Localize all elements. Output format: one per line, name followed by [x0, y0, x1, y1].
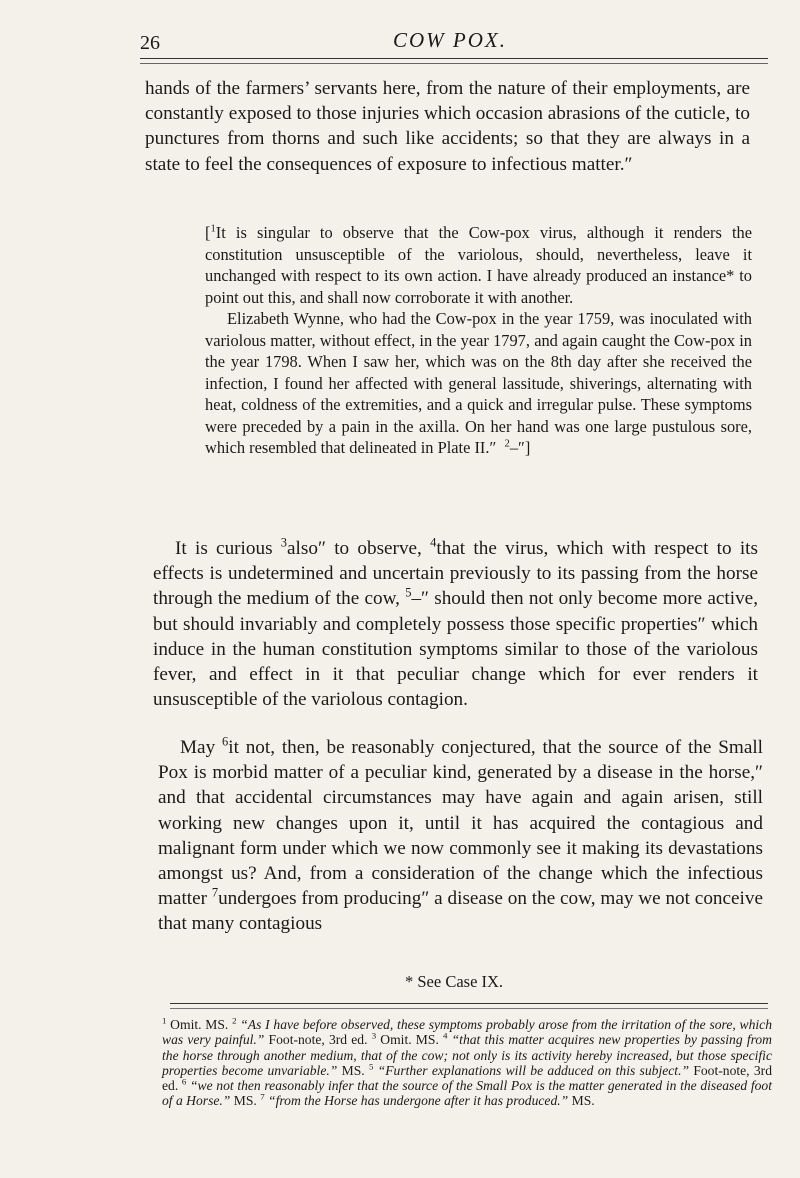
note-4-quote: “that this matter acquires new properties by passing from the horse through another medium, that of the cow; not only is its activity hereby increased, but those specific properties become unvariable.”: [162, 1032, 772, 1078]
note-5-tail: Foot-note, 3rd ed.: [162, 1062, 772, 1094]
note-6-quote: “we not then reasonably infer that the source of the Small Pox is the matter generated in the diseased foot of a Horse.”: [162, 1078, 772, 1109]
note-mark-4: 4: [430, 535, 437, 550]
note-7-mark: 7: [260, 1091, 265, 1102]
para2-text-d: –″ should then not only become more active, but should invariably and completely possess those specific properties″ which induce in the human constitution symptoms similar to those of the variolous fever, and effect in it that peculiar change which for ever renders it unsusceptible of the variolous contagion.: [153, 588, 758, 711]
notes-rule-thin: [170, 1008, 768, 1009]
note-4-tail: MS.: [337, 1062, 369, 1078]
note-1-mark: 1: [162, 1015, 167, 1026]
note-mark-5: 5: [405, 586, 412, 601]
para3-text-a: May: [180, 737, 222, 758]
paragraph-3: [158, 735, 763, 937]
note-mark-3: 3: [280, 535, 288, 550]
para3-text-c: undergoes from producing″ a disease on the cow, may we not conceive that many contagious: [158, 888, 763, 935]
note-5-quote: “Further explanations will be adduced on this subject.”: [373, 1062, 690, 1078]
bracketed-quotation: [205, 222, 752, 459]
note-mark-6: 6: [222, 734, 229, 749]
quote-close: –″]: [509, 438, 531, 457]
note-3: Omit. MS.: [376, 1032, 444, 1048]
quote-text-2: Elizabeth Wynne, who had the Cow-pox in the year 1759, was inoculated with variolous matter, without effect, in the year 1797, and again caught the Cow-pox in the year 1798. When I saw her, which was on the 8th day after she received the infection, I found her affected with general lassitude, shiverings, alternating with heat, coldness of the extremities, and a quick and irregular pulse. These symptoms were preceded by a pain in the axilla. On her hand was one large pustulous sore, which resembled that delineated in Plate II.″: [205, 309, 752, 457]
editorial-notes: [162, 1017, 772, 1109]
bracket-open: [: [205, 223, 211, 242]
note-6-mark: 6: [181, 1076, 187, 1087]
note-mark-7: 7: [211, 885, 219, 900]
note-7-tail: MS.: [568, 1093, 595, 1109]
paragraph-1: hands of the farmers’ servants here, from the nature of their employments, are constantly exposed to those injuries which occasion abrasions of the cuticle, to punctures from thorns and such like accidents; so that they are always in a state to feel the consequences of exposure to infectious matter.″: [145, 78, 750, 175]
note-5-mark: 5: [368, 1061, 374, 1072]
para3-text-b: it not, then, be reasonably conjectured, that the source of the Small Pox is morbid matter of a peculiar kind, generated by a disease in the horse,″ and that accidental circumstances may have again and again arisen, still working new changes upon it, until it has acquired the contagious and malignant form under which we now commonly see it making its devastations amongst us? And, from a consideration of the change which the infectious matter: [158, 737, 764, 910]
note-6-tail: MS.: [230, 1093, 261, 1109]
note-2-mark: 2: [232, 1015, 237, 1026]
notes-rule: [170, 1003, 768, 1004]
note-2-quote: “As I have before observed, these symptoms probably arose from the irritation of the sore, which was very painful.”: [162, 1017, 772, 1048]
para2-text-b: also″ to observe,: [287, 538, 431, 559]
page-header: [140, 28, 760, 58]
note-3-mark: 3: [371, 1030, 377, 1041]
header-rule: [140, 58, 768, 59]
note-mark-1: 1: [210, 223, 216, 235]
footnote-reference: * See Case IX.: [405, 972, 504, 991]
note-mark-2: 2: [504, 438, 510, 450]
note-4-mark: 4: [443, 1030, 448, 1041]
para2-text-a: It is curious: [175, 538, 281, 559]
note-1: Omit. MS.: [166, 1017, 233, 1032]
note-2-tail: Foot-note, 3rd ed.: [264, 1032, 372, 1048]
running-title: COW POX.: [393, 28, 507, 52]
paragraph-2: [153, 536, 758, 712]
quote-text-1: It is singular to observe that the Cow-pox virus, although it renders the constitution unsusceptible of the variolous, should, nevertheless, leave it unchanged with respect to its own action. I have already produced an instance* to point out this, and shall now corroborate it with another.: [205, 223, 752, 307]
para2-text-c: that the virus, which with respect to its effects is undetermined and uncertain previously to its passing from the horse through the medium of the cow,: [153, 538, 758, 610]
note-7-quote: “from the Horse has undergone after it has produced.”: [264, 1093, 569, 1109]
header-rule-thin: [140, 63, 768, 64]
page-number: 26: [140, 32, 160, 54]
